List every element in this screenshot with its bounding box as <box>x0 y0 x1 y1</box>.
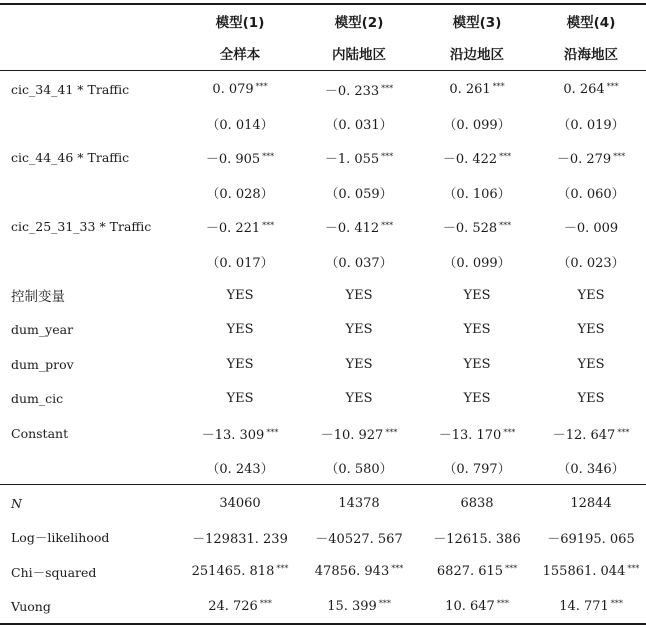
cell-value: （0. 019） <box>557 117 625 133</box>
cell-value: YES <box>577 356 605 372</box>
cell-value: （0. 031） <box>325 117 393 133</box>
stats-rule <box>0 484 646 485</box>
table-row <box>0 555 646 589</box>
significance-stars: *** <box>503 427 516 437</box>
table-row <box>0 244 646 278</box>
table-row <box>0 141 646 175</box>
table-cell <box>418 424 536 443</box>
significance-stars: *** <box>496 598 509 608</box>
table-row <box>0 382 646 416</box>
cell-value: －0. 905 <box>205 152 261 168</box>
cell-value: 15. 399 <box>327 598 377 614</box>
table-row <box>0 175 646 209</box>
cell-value: －13. 170 <box>438 427 502 443</box>
cell-value: －12. 647 <box>552 427 616 443</box>
cell-value: YES <box>226 391 254 407</box>
row-label: cic_25_31_33 * Traffic <box>11 219 152 235</box>
cell-value: －0. 412 <box>324 221 380 237</box>
cell-value: （0. 023） <box>557 255 625 271</box>
cell-value: YES <box>345 391 373 407</box>
table-cell <box>300 496 418 511</box>
cell-value: －0. 233 <box>324 83 380 99</box>
significance-stars: *** <box>262 152 275 162</box>
table-row <box>0 589 646 623</box>
table-cell <box>180 564 300 579</box>
cell-value: 14378 <box>338 495 380 511</box>
table-cell <box>300 183 418 202</box>
cell-value: YES <box>226 356 254 372</box>
table-cell <box>300 252 418 271</box>
table-row <box>0 450 646 484</box>
cell-value: －0. 422 <box>442 152 498 168</box>
table-cell <box>180 217 300 236</box>
cell-value: （0. 346） <box>557 461 625 477</box>
cell-value: YES <box>463 356 491 372</box>
table-cell <box>180 183 300 202</box>
cell-value: 14. 771 <box>559 598 609 614</box>
header-row-samples <box>0 36 646 70</box>
table-cell <box>536 82 646 97</box>
table-cell <box>536 424 646 443</box>
table-cell <box>300 322 418 337</box>
row-label: dum_cic <box>11 391 64 407</box>
table-row <box>0 278 646 312</box>
cell-value: 47856. 943 <box>314 564 390 580</box>
cell-value: （0. 797） <box>443 461 511 477</box>
bottom-rule <box>0 623 646 625</box>
significance-stars: *** <box>627 564 640 574</box>
header-sample-4: 沿海地区 <box>564 47 618 63</box>
cell-value: －0. 528 <box>442 221 498 237</box>
cell-value: （0. 099） <box>443 117 511 133</box>
table-cell <box>418 217 536 236</box>
table-cell <box>418 528 536 547</box>
table-cell <box>536 148 646 167</box>
table-cell <box>180 496 300 511</box>
row-label: cic_34_41 * Traffic <box>11 81 130 97</box>
significance-stars: *** <box>381 221 394 231</box>
table-cell <box>180 288 300 303</box>
table-row <box>0 347 646 381</box>
table-cell <box>180 528 300 547</box>
table-cell <box>300 424 418 443</box>
cell-value: （0. 243） <box>206 461 274 477</box>
significance-stars: *** <box>499 152 512 162</box>
table-cell <box>418 564 536 579</box>
row-label: Vuong <box>11 598 51 614</box>
cell-value: YES <box>577 322 605 338</box>
table-cell <box>418 458 536 477</box>
table-cell <box>180 148 300 167</box>
table-cell <box>180 357 300 372</box>
significance-stars: *** <box>381 152 394 162</box>
table-cell <box>180 82 300 97</box>
significance-stars: *** <box>266 427 279 437</box>
cell-value: （0. 014） <box>206 117 274 133</box>
table-cell <box>536 288 646 303</box>
significance-stars: *** <box>391 564 404 574</box>
cell-value: YES <box>226 287 254 303</box>
table-cell <box>536 252 646 271</box>
cell-value: 10. 647 <box>445 598 495 614</box>
cell-value: （0. 037） <box>325 255 393 271</box>
table-cell <box>180 391 300 406</box>
row-label: dum_prov <box>11 356 74 372</box>
cell-value: （0. 106） <box>443 186 511 202</box>
table-cell <box>300 528 418 547</box>
cell-value: 251465. 818 <box>191 564 275 580</box>
table-cell <box>536 458 646 477</box>
table-cell <box>300 80 418 99</box>
table-cell <box>418 252 536 271</box>
header-model-1: 模型(1) <box>215 15 265 31</box>
cell-value: －0. 009 <box>563 221 619 237</box>
table-row <box>0 313 646 347</box>
table-row <box>0 520 646 554</box>
table-cell <box>300 217 418 236</box>
significance-stars: *** <box>385 427 398 437</box>
table-cell <box>300 357 418 372</box>
header-model-4: 模型(4) <box>566 15 616 31</box>
table-cell <box>418 357 536 372</box>
row-label: N <box>11 495 22 511</box>
significance-stars: *** <box>617 427 630 437</box>
table-cell <box>536 599 646 614</box>
cell-value: 6838 <box>460 495 494 511</box>
header-sample-2: 内陆地区 <box>332 47 386 63</box>
row-label: 控制变量 <box>11 289 65 306</box>
cell-value: YES <box>577 287 605 303</box>
header-sample-3: 沿边地区 <box>450 47 504 63</box>
significance-stars: *** <box>255 81 268 91</box>
table-cell <box>536 217 646 236</box>
significance-stars: *** <box>505 564 518 574</box>
cell-value: YES <box>345 287 373 303</box>
cell-value: YES <box>345 322 373 338</box>
cell-value: －0. 279 <box>556 152 612 168</box>
table-cell <box>300 391 418 406</box>
table-cell <box>536 391 646 406</box>
cell-value: －12615. 386 <box>433 531 521 547</box>
cell-value: 6827. 615 <box>436 564 504 580</box>
table-cell <box>180 322 300 337</box>
cell-value: －13. 309 <box>201 427 265 443</box>
table-cell <box>418 599 536 614</box>
table-cell <box>180 424 300 443</box>
cell-value: －129831. 239 <box>192 531 288 547</box>
header-model-3: 模型(3) <box>452 15 502 31</box>
table-cell <box>300 564 418 579</box>
significance-stars: *** <box>381 83 394 93</box>
header-model-2: 模型(2) <box>334 15 384 31</box>
cell-value: （0. 028） <box>206 186 274 202</box>
table-cell <box>418 288 536 303</box>
significance-stars: *** <box>499 221 512 231</box>
cell-value: （0. 099） <box>443 255 511 271</box>
table-cell <box>536 496 646 511</box>
significance-stars: *** <box>613 152 626 162</box>
cell-value: YES <box>577 391 605 407</box>
table-cell <box>418 391 536 406</box>
table-cell <box>418 114 536 133</box>
table-cell <box>300 148 418 167</box>
table-row <box>0 416 646 450</box>
cell-value: －69195. 065 <box>547 531 635 547</box>
table-cell <box>536 357 646 372</box>
cell-value: 155861. 044 <box>542 564 626 580</box>
table-row <box>0 72 646 106</box>
row-label: Log－likelihood <box>11 530 110 546</box>
cell-value: －40527. 567 <box>315 531 403 547</box>
cell-value: －10. 927 <box>320 427 384 443</box>
table-cell <box>300 458 418 477</box>
cell-value: －0. 221 <box>205 221 261 237</box>
cell-value: （0. 059） <box>325 186 393 202</box>
table-row <box>0 486 646 520</box>
table-cell <box>180 599 300 614</box>
cell-value: （0. 060） <box>557 186 625 202</box>
table-cell <box>536 114 646 133</box>
table-cell <box>536 183 646 202</box>
table-cell <box>418 183 536 202</box>
significance-stars: *** <box>606 81 619 91</box>
significance-stars: *** <box>492 81 505 91</box>
cell-value: 34060 <box>219 495 261 511</box>
table-cell <box>180 458 300 477</box>
significance-stars: *** <box>259 598 272 608</box>
table-cell <box>418 322 536 337</box>
cell-value: YES <box>226 322 254 338</box>
table-cell <box>300 599 418 614</box>
cell-value: －1. 055 <box>324 152 380 168</box>
table-cell <box>418 148 536 167</box>
cell-value: 0. 264 <box>563 81 605 97</box>
row-label: dum_year <box>11 322 74 338</box>
table-cell <box>300 288 418 303</box>
header-row-models <box>0 4 646 38</box>
significance-stars: *** <box>610 598 623 608</box>
header-sample-1: 全样本 <box>219 47 261 63</box>
header-rule <box>0 70 646 71</box>
row-label: Constant <box>11 425 69 441</box>
cell-value: 0. 261 <box>449 81 491 97</box>
row-label: Chi－squared <box>11 564 97 580</box>
cell-value: YES <box>463 391 491 407</box>
cell-value: （0. 580） <box>325 461 393 477</box>
cell-value: 12844 <box>570 495 612 511</box>
table-cell <box>180 252 300 271</box>
table-cell <box>536 528 646 547</box>
table-cell <box>418 82 536 97</box>
cell-value: YES <box>463 322 491 338</box>
significance-stars: *** <box>262 221 275 231</box>
cell-value: 24. 726 <box>208 598 258 614</box>
table-cell <box>536 564 646 579</box>
cell-value: （0. 017） <box>206 255 274 271</box>
table-row <box>0 106 646 140</box>
cell-value: 0. 079 <box>212 81 254 97</box>
cell-value: YES <box>463 287 491 303</box>
cell-value: YES <box>345 356 373 372</box>
table-cell <box>300 114 418 133</box>
significance-stars: *** <box>378 598 391 608</box>
table-cell <box>180 114 300 133</box>
table-cell <box>418 496 536 511</box>
table-cell <box>536 322 646 337</box>
significance-stars: *** <box>276 564 289 574</box>
row-label: cic_44_46 * Traffic <box>11 150 130 166</box>
table-row <box>0 210 646 244</box>
